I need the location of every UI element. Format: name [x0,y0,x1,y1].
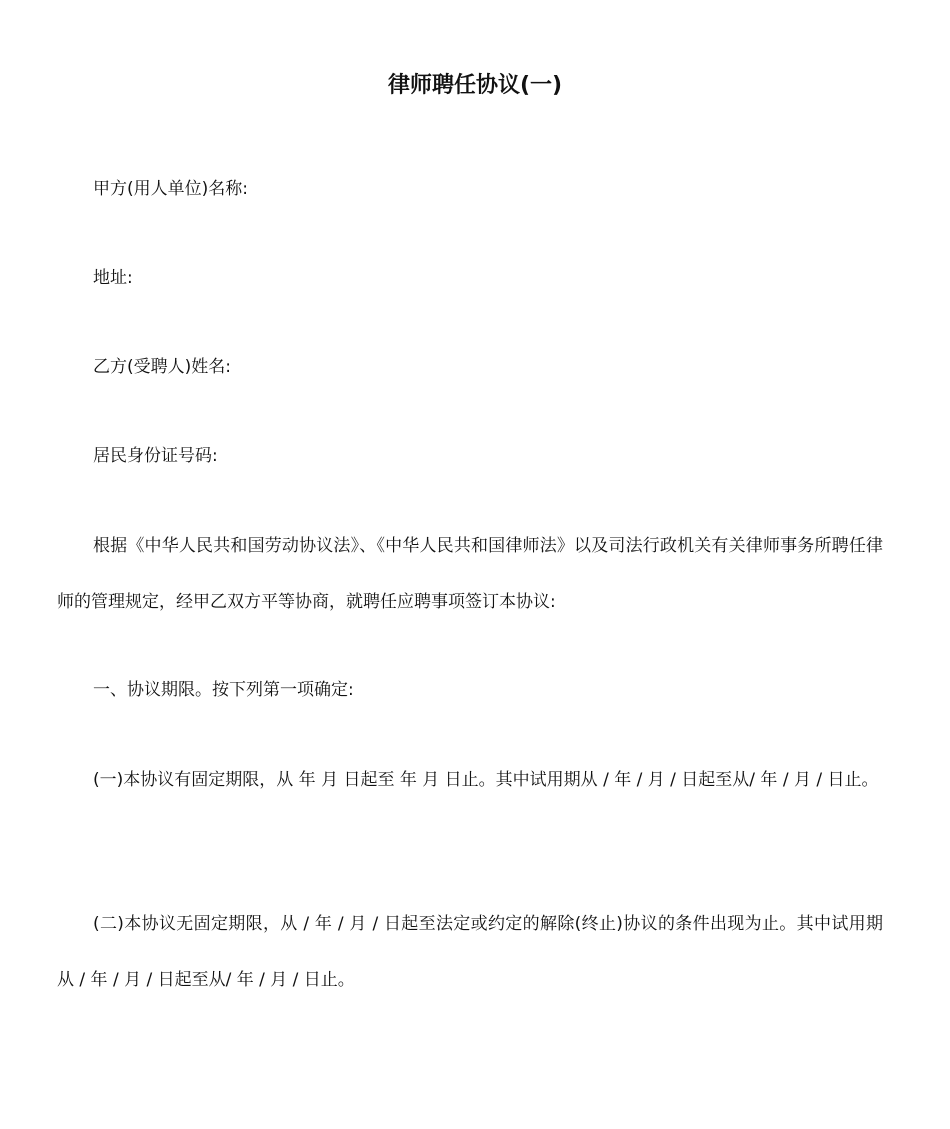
party-a-name-label: 甲方(用人单位)名称: [93,179,248,199]
party-b-name-label: 乙方(受聘人)姓名: [93,357,231,377]
address-label: 地址: [93,268,133,288]
clause-1-item-1: (一)本协议有固定期限，从 年 月 日起至 年 月 日止。其中试用期从 / 年 / 月 / 日起至从/ 年 / 月 / 日止。 [93,770,879,790]
id-number-label: 居民身份证号码: [93,446,218,466]
preamble-paragraph: 根据《中华人民共和国劳动协议法》、《中华人民共和国律师法》以及司法行政机关有关律师事务所聘任律师的管理规定，经甲乙双方平等协商，就聘任应聘事项签订本协议: [57,536,883,612]
document-title: 律师聘任协议(一) [387,73,563,98]
clause-1-item-2: (二)本协议无固定期限，从 / 年 / 月 / 日起至法定或约定的解除(终止)协议的条件出现为止。其中试用期从 / 年 / 月 / 日起至从/ 年 / 月 / 日止。 [57,914,883,990]
clause-1-heading: 一、协议期限。按下列第一项确定: [93,680,354,700]
